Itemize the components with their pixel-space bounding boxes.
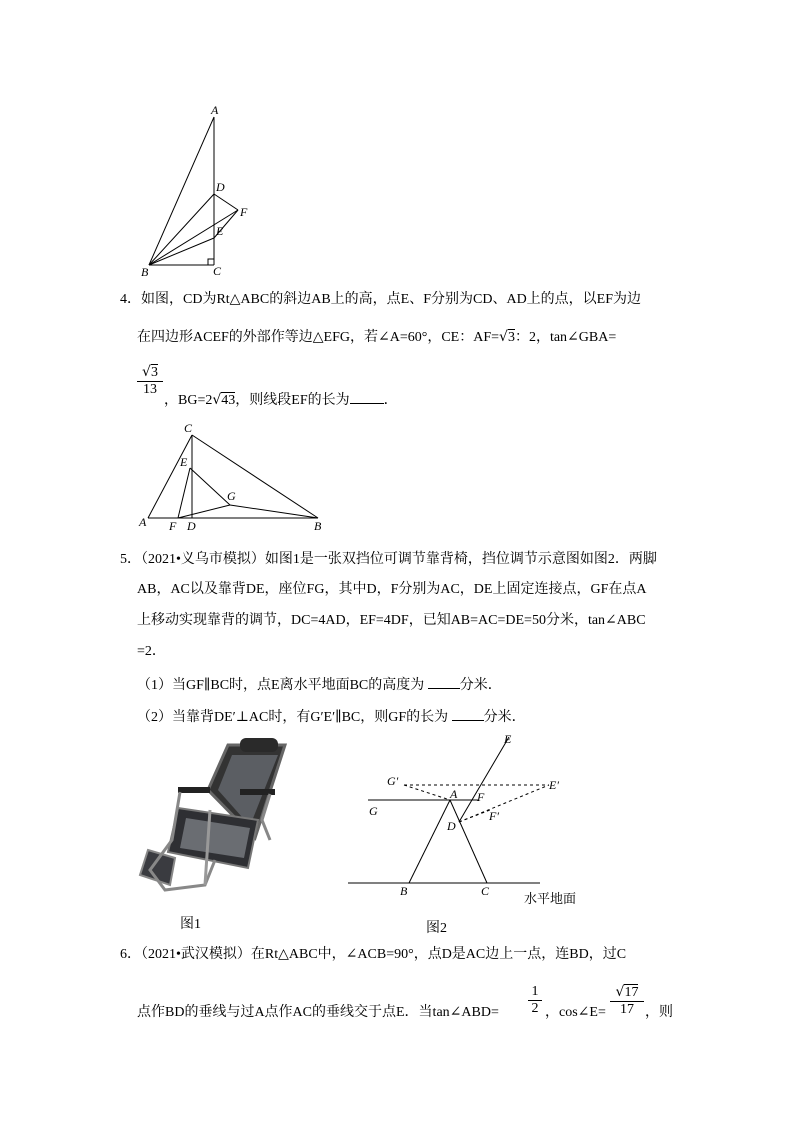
fig2-label-g: G	[369, 804, 378, 818]
q4-label-e: E	[180, 455, 188, 469]
point-label-d: D	[216, 180, 225, 194]
q6-fraction-2: $\frac{√17}{17}$	[610, 984, 644, 1018]
figure-1-caption: 图1	[180, 917, 201, 932]
q4-line-3: ，BG=2√43，则线段EF的长为 ．	[164, 389, 398, 411]
q6-line-2c: ，则	[645, 1005, 673, 1020]
q5-line-1: 5．（2021•义乌市模拟）如图1是一张双挡位可调节靠背椅，挡位调节示意图如图2．两脚	[120, 552, 657, 567]
q5-line-2: AB，AC以及靠背DE，座位FG，其中D，F分别为AC，DE上固定连接点，GF在点A	[137, 582, 647, 597]
fig2-label-a: A	[450, 787, 458, 801]
q4-text-3a: ，BG=2	[164, 393, 213, 408]
q4-label-f: F	[169, 519, 177, 533]
point-label-f: F	[240, 205, 248, 219]
point-label-e: E	[216, 224, 224, 238]
fig2-label-g-prime: G′	[387, 774, 399, 788]
q4-sqrt-3: 3	[507, 330, 515, 345]
q5-number: 5．	[120, 552, 141, 567]
q5-sub-2: （2）当靠背DE′⊥AC时，有G′E′∥BC，则GF的长为 分米．	[137, 706, 526, 728]
point-label-c: C	[213, 264, 222, 278]
fig2-label-b: B	[400, 884, 408, 898]
fig2-label-c: C	[481, 884, 490, 898]
q4-label-g: G	[227, 489, 236, 503]
fig2-label-e: E	[504, 732, 512, 746]
q4-text-1: 如图，CD为Rt△ABC的斜边AB上的高，点E、F分别为CD、AD上的点，以EF为边	[141, 292, 642, 307]
q6-line-1: 6．（2021•武汉模拟）在Rt△ABC中，∠ACB=90°，点D是AC边上一点，连BD，过C	[120, 947, 627, 962]
q4-label-d: D	[187, 519, 196, 533]
fig2-label-f-prime: F′	[489, 809, 499, 823]
fig2-label-f: F	[477, 790, 485, 804]
q4-label-c: C	[184, 421, 193, 435]
q6-line-2a: 点作BD的垂线与过A点作AC的垂线交于点E．当tan∠ABD=	[137, 1005, 499, 1020]
point-label-a: A	[211, 103, 219, 117]
q4-line-2: 在四边形ACEF的外部作等边△EFG，若∠A=60°，CE：AF=√3：2，tan∠GBA=	[137, 329, 617, 345]
fig2-label-d: D	[447, 819, 456, 833]
figure-2-caption: 图2	[426, 921, 447, 936]
q5-line-3: 上移动实现靠背的调节，DC=4AD，EF=4DF，已知AB=AC=DE=50分米，tan∠ABC	[137, 613, 646, 628]
fig2-label-e-prime: E′	[549, 778, 559, 792]
q4-label-b: B	[314, 519, 322, 533]
fig2-ground-label: 水平地面	[524, 891, 577, 906]
q4-number: 4．	[120, 292, 141, 307]
q6-number: 6．	[120, 947, 141, 962]
q4-text-2b: ：2，tan∠GBA=	[514, 330, 617, 345]
point-label-b: B	[141, 265, 149, 279]
q4-label-a: A	[139, 515, 147, 529]
q5-line-4: =2．	[137, 644, 166, 659]
q4-fraction: $\frac{√3}{13}$	[137, 364, 163, 398]
q5-sub-1: （1）当GF∥BC时，点E离水平地面BC的高度为 分米．	[137, 674, 502, 696]
q6-fraction-1: $\frac{1}{2}$	[528, 984, 542, 1017]
q4-text-2a: 在四边形ACEF的外部作等边△EFG，若∠A=60°，CE：AF=	[137, 330, 500, 345]
q6-line-2b: ，cos∠E=	[545, 1005, 606, 1020]
